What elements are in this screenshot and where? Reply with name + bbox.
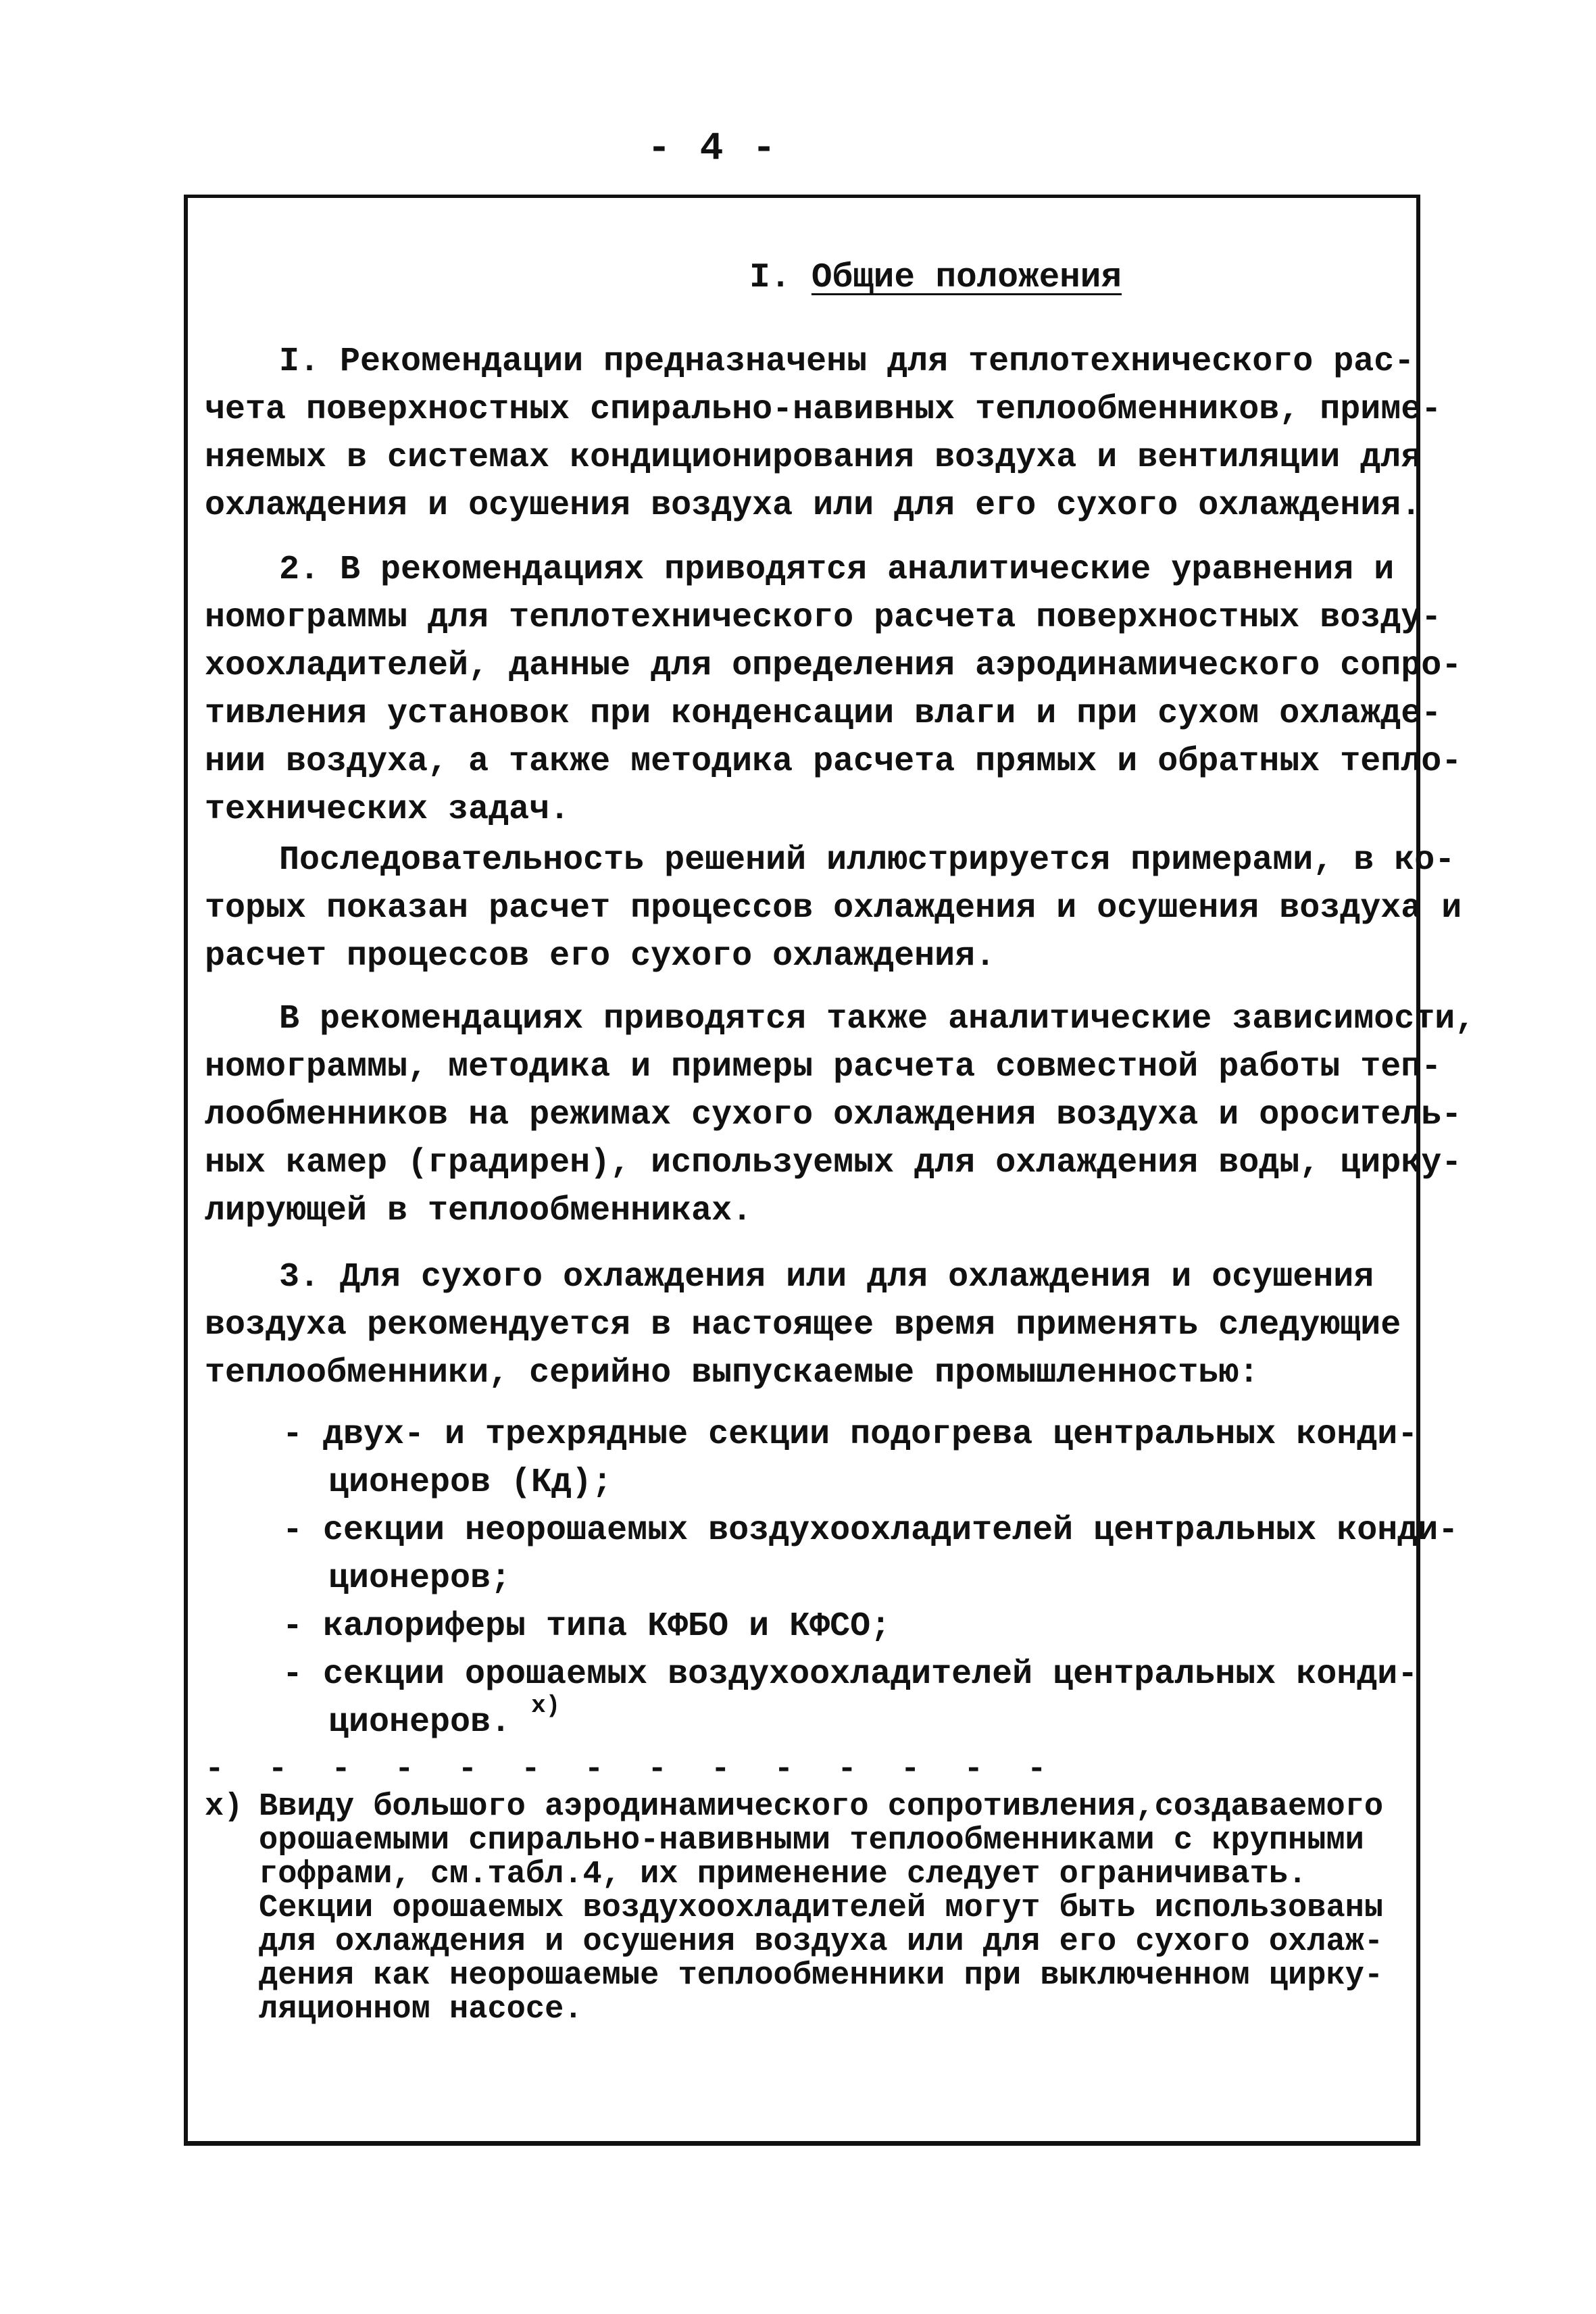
paragraph-line: тивления установок при конденсации влаги и при сухом охлажде- — [205, 695, 1442, 733]
paragraph-line: 3. Для сухого охлаждения или для охлаждения и осушения — [279, 1258, 1374, 1297]
paragraph-line: ных камер (градирен), используемых для охлаждения воды, цирку- — [205, 1144, 1462, 1182]
footnote-line: ляционном насосе. — [259, 1992, 583, 2028]
paragraph-line: расчет процессов его сухого охлаждения. — [205, 937, 996, 976]
footnote-line: орошаемыми спирально-навивными теплообменниками с крупными — [259, 1823, 1364, 1859]
list-dash: - — [282, 1655, 303, 1694]
paragraph-line: теплообменники, серийно выпускаемые промышленностью: — [205, 1354, 1260, 1392]
paragraph-line: I. Рекомендации предназначены для теплотехнического рас- — [279, 343, 1415, 381]
list-dash: - — [282, 1511, 303, 1550]
paragraph-line: охлаждения и осушения воздуха или для его сухого охлаждения. — [205, 486, 1422, 525]
footnote-line: для охлаждения и осушения воздуха или для его сухого охлаж- — [259, 1924, 1384, 1960]
list-item — [282, 1603, 1418, 1651]
paragraph-1 — [205, 338, 1442, 530]
paragraph-5 — [205, 1253, 1421, 1397]
paragraph-line: технических задач. — [205, 790, 570, 829]
paragraph-line: няемых в системах кондиционирования воздуха и вентиляции для — [205, 438, 1422, 477]
section-heading — [0, 259, 1122, 297]
section-number: I. — [749, 259, 791, 297]
paragraph-3 — [205, 836, 1462, 980]
list-item — [282, 1411, 1418, 1507]
paragraph-line: 2. В рекомендациях приводятся аналитические уравнения и — [279, 551, 1395, 589]
list-item-line: двух- и трехрядные секции подогрева центральных конди- — [323, 1415, 1418, 1454]
paragraph-line: номограммы для теплотехнического расчета поверхностных возду- — [205, 599, 1442, 637]
paragraph-line: номограммы, методика и примеры расчета совместной работы теп- — [205, 1048, 1442, 1086]
page-number: - 4 - — [647, 127, 779, 171]
list-item — [282, 1651, 1418, 1746]
paragraph-line: нии воздуха, а также методика расчета прямых и обратных тепло- — [205, 743, 1462, 781]
footnote-reference: х) — [531, 1692, 561, 1719]
paragraph-line: лообменников на режимах сухого охлаждения воздуха и ороситель- — [205, 1096, 1462, 1134]
equipment-list — [282, 1411, 1459, 1746]
list-item-line: ционеров (Кд); — [328, 1463, 613, 1502]
list-item-line: секции неорошаемых воздухоохладителей центральных конди- — [323, 1511, 1459, 1550]
footnote-line: Ввиду большого аэродинамического сопротивления,создаваемого — [259, 1789, 1384, 1825]
paragraph-line: хоохладителей, данные для определения аэродинамического сопро- — [205, 647, 1462, 685]
footnote-marker: х) — [205, 1789, 243, 1825]
paragraph-line: лирующей в теплообменниках. — [205, 1192, 753, 1230]
paragraph-line: Последовательность решений иллюстрируется примерами, в ко- — [279, 841, 1455, 880]
paragraph-line: торых показан расчет процессов охлаждения и осушения воздуха и — [205, 889, 1462, 928]
footnote-line: гофрами, см.табл.4, их применение следует ограничивать. — [259, 1857, 1307, 1892]
list-dash: - — [282, 1415, 303, 1454]
list-item-line: ционеров; — [328, 1559, 512, 1598]
list-item-line: секции орошаемых воздухоохладителей центральных конди- — [323, 1655, 1418, 1694]
paragraph-4 — [205, 995, 1476, 1235]
list-item-line: ционеров. — [328, 1703, 512, 1742]
list-item — [282, 1507, 1459, 1603]
footnote-separator: - - - - - - - - - - - - - - — [205, 1751, 1059, 1788]
footnote-line: Секции орошаемых воздухоохладителей могут быть использованы — [259, 1890, 1384, 1926]
list-item-line: калориферы типа КФБО и КФСО; — [323, 1607, 891, 1646]
paragraph-line: чета поверхностных спирально-навивных теплообменников, приме- — [205, 391, 1442, 429]
list-dash: - — [282, 1607, 303, 1646]
paragraph-line: В рекомендациях приводятся также аналитические зависимости, — [279, 1000, 1476, 1038]
section-title: Общие положения — [811, 259, 1122, 297]
paragraph-line: воздуха рекомендуется в настоящее время применять следующие — [205, 1306, 1401, 1344]
footnote — [205, 1790, 1421, 2027]
footnote-line: дения как неорошаемые теплообменники при выключенном цирку- — [259, 1958, 1384, 1994]
paragraph-2 — [205, 546, 1462, 834]
